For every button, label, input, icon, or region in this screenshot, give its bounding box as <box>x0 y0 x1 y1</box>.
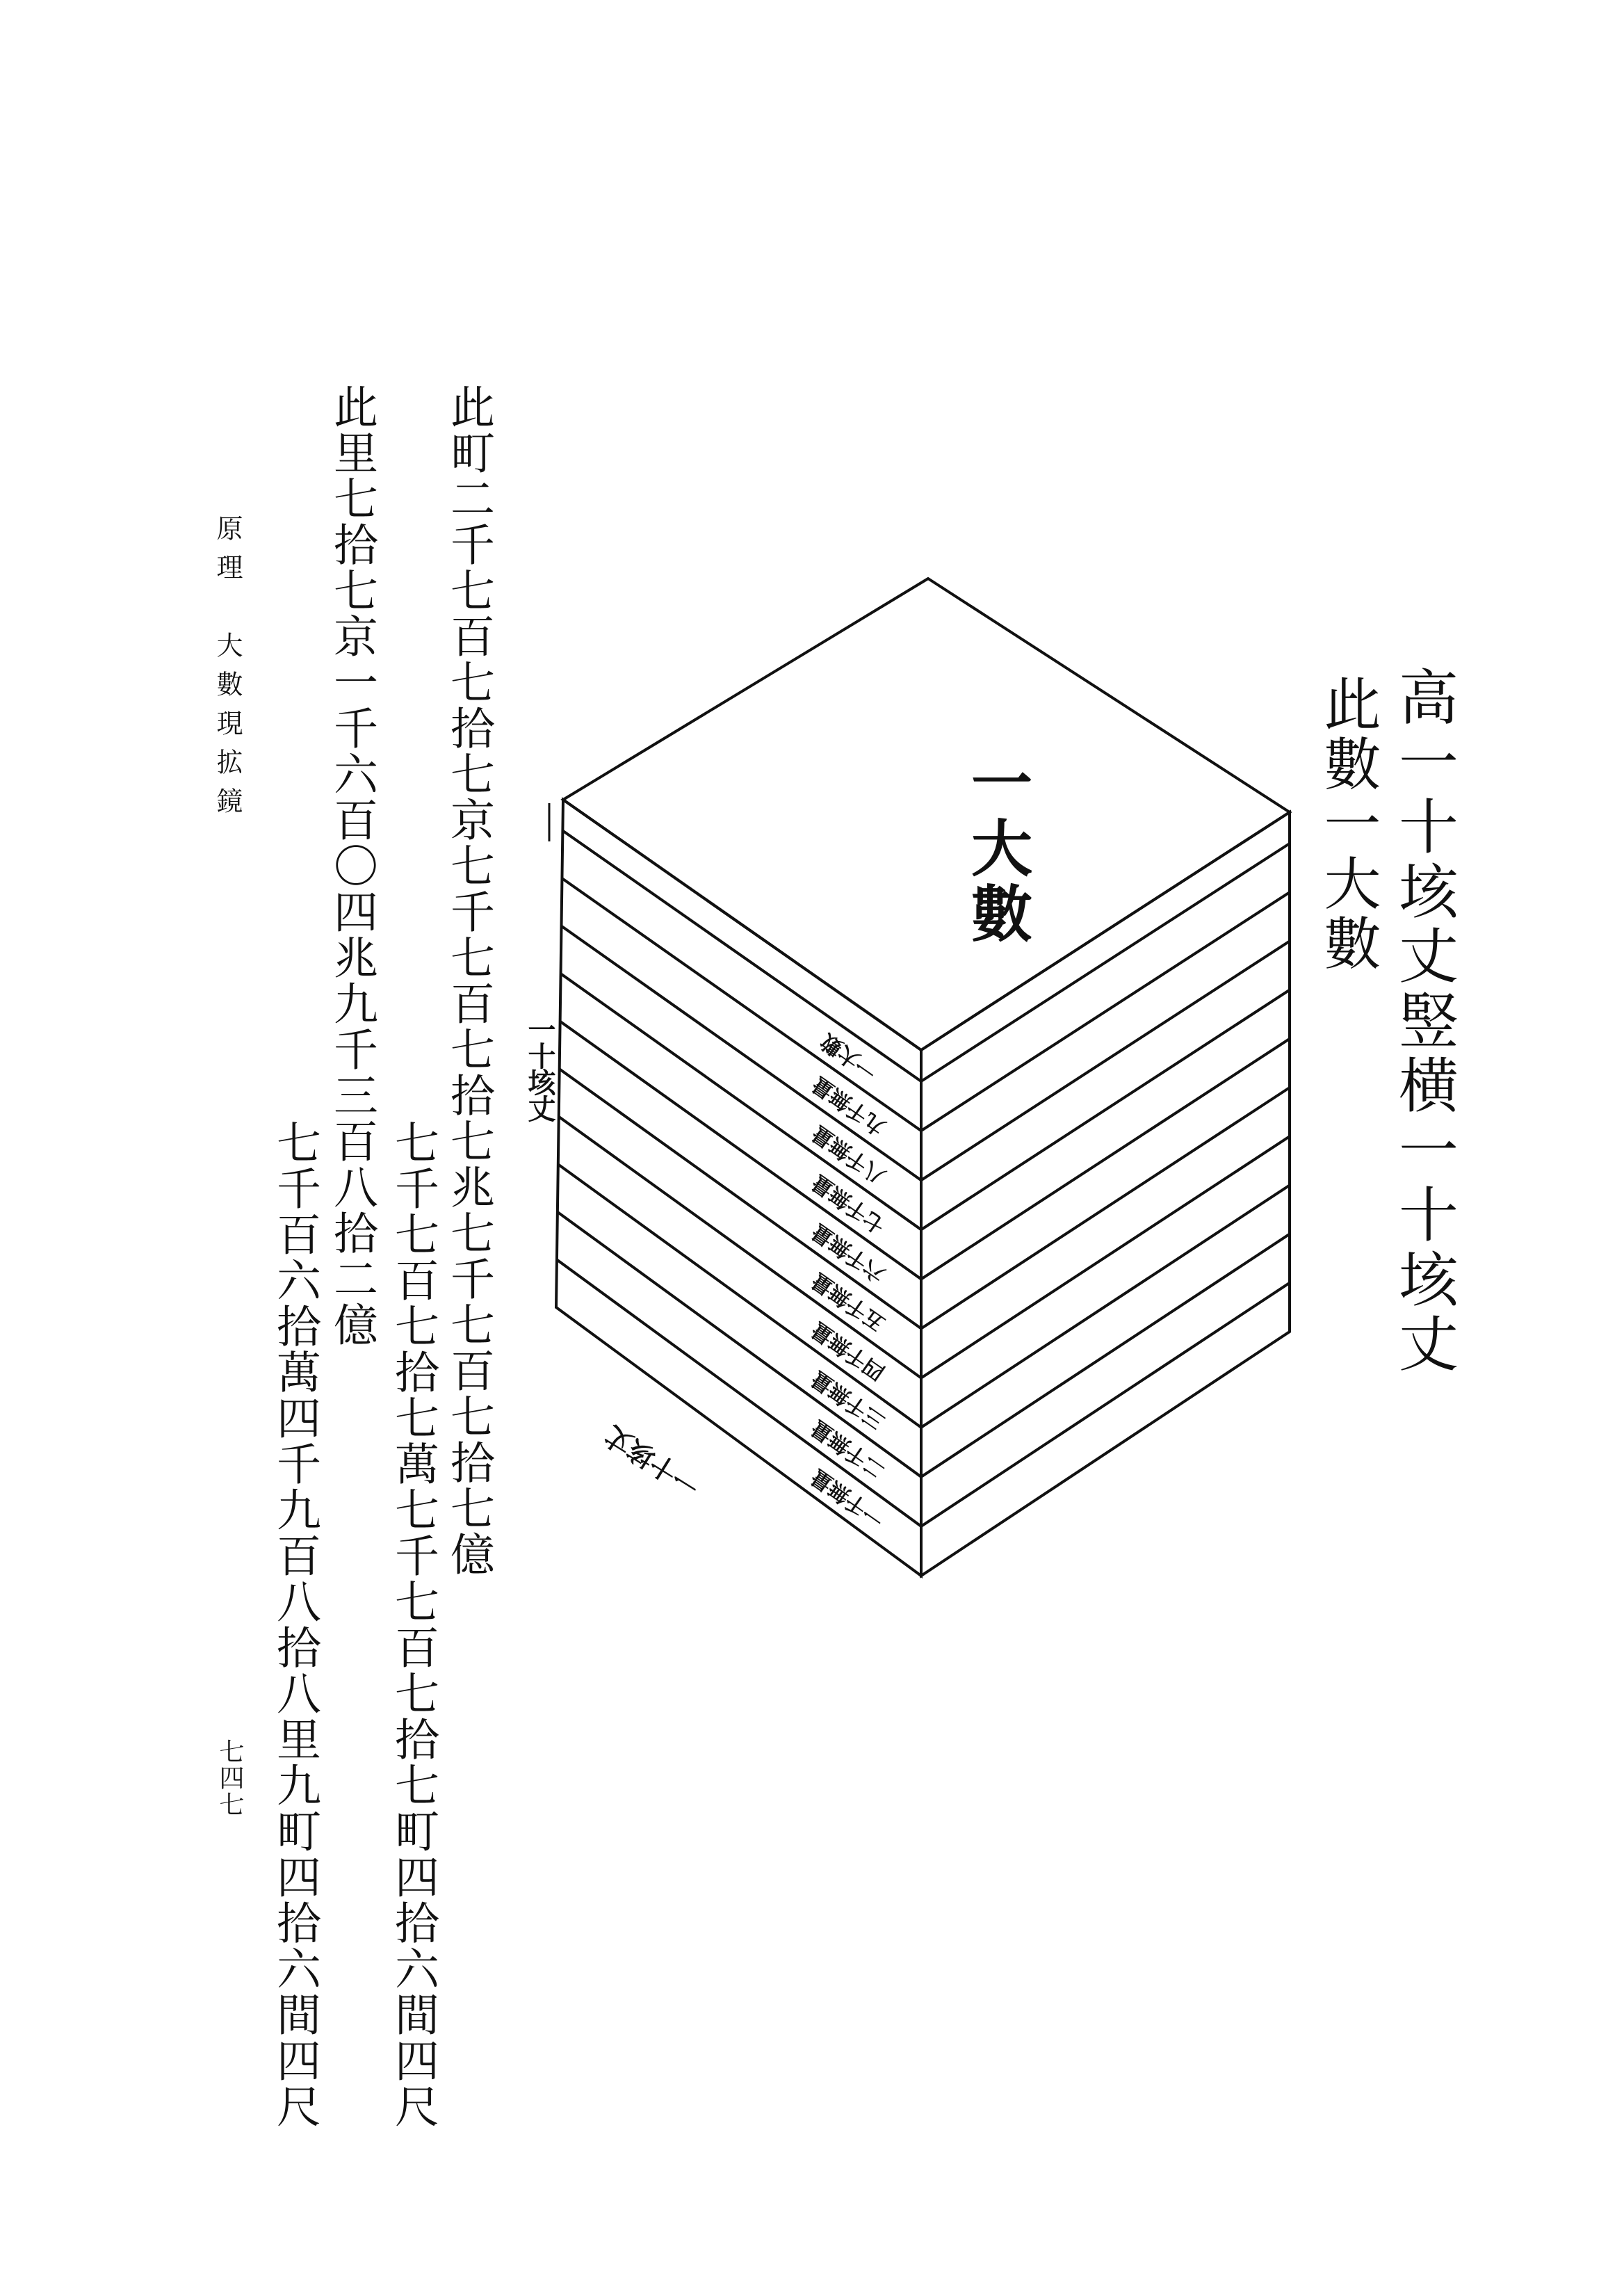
layer-label: 一大數 <box>816 1028 882 1085</box>
layer-label: 一千無量 <box>806 1464 889 1533</box>
page-number: 七四七 <box>216 1738 244 1818</box>
layer-label: 六千無量 <box>807 1218 890 1287</box>
top-face-label: 一大數 <box>961 751 1034 947</box>
area-in-cho-continued: 七千七百七拾七萬七千七百七拾七町四拾六間四尺 <box>387 1120 439 2129</box>
layer-label: 九千無量 <box>807 1071 891 1140</box>
layer-label: 五千無量 <box>807 1268 890 1336</box>
diagram-subtitle: 此數一大數 <box>1315 675 1381 974</box>
layer-label: 八千無量 <box>807 1120 891 1189</box>
area-in-cho: 此町二千七百七拾七京七千七百七拾七兆七千七百七拾七億 <box>443 384 494 1577</box>
layer-divider <box>560 1070 1290 1329</box>
block-top-face <box>563 579 1290 1050</box>
area-in-ri-continued: 七千百六拾萬四千九百八拾八里九町四拾六間四尺 <box>269 1120 320 2129</box>
area-in-ri: 此里七拾七京一千六百〇四兆九千三百八拾二億 <box>326 384 377 1348</box>
layer-divider <box>558 1212 1290 1477</box>
layer-label: 三千無量 <box>806 1366 890 1434</box>
diagram-title: 高一十垓丈竪横一十垓丈 <box>1388 666 1458 1378</box>
running-head: 原理 大數現拡鏡 <box>212 515 243 826</box>
height-dimension-label: 一十垓丈 <box>523 1015 556 1121</box>
layer-label: 二千無量 <box>806 1414 889 1483</box>
width-dimension-label: 一十垓丈 <box>599 1419 706 1502</box>
layer-label: 四千無量 <box>806 1316 890 1385</box>
layer-divider <box>559 1117 1290 1378</box>
layer-label: 七千無量 <box>807 1170 890 1238</box>
